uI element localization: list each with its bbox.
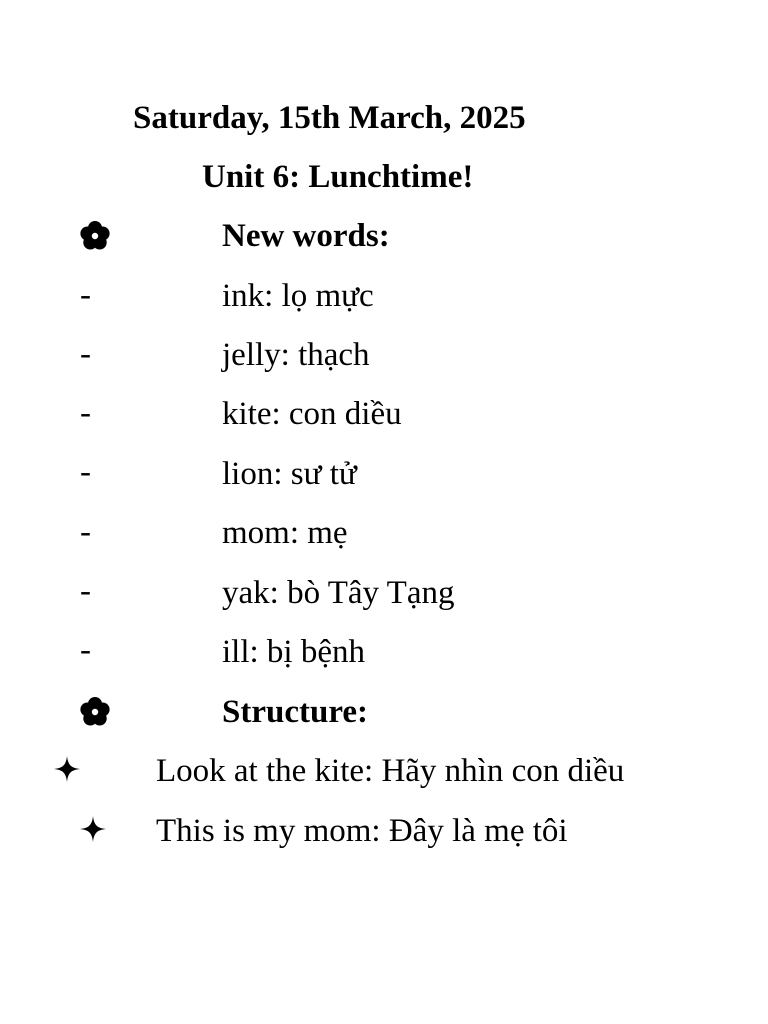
list-marker: - (80, 454, 91, 490)
structure-heading: Structure: (222, 694, 369, 730)
list-marker: - (80, 336, 91, 372)
flower-icon (78, 219, 112, 253)
four-point-star-icon (53, 755, 81, 783)
list-marker: - (80, 573, 91, 609)
list-marker: - (80, 514, 91, 550)
vocab-item: mom: mẹ (222, 515, 348, 551)
date-heading: Saturday, 15th March, 2025 (133, 100, 526, 136)
new-words-heading: New words: (222, 218, 390, 254)
vocab-item: yak: bò Tây Tạng (222, 575, 455, 611)
structure-sentence: This is my mom: Đây là mẹ tôi (156, 813, 568, 849)
vocab-item: lion: sư tử (222, 456, 357, 492)
list-marker: - (80, 277, 91, 313)
list-marker: - (80, 395, 91, 431)
vocab-item: kite: con diều (222, 396, 402, 432)
vocab-item: ink: lọ mực (222, 278, 374, 314)
list-marker: - (80, 632, 91, 668)
vocab-item: ill: bị bệnh (222, 634, 365, 670)
four-point-star-icon (79, 815, 107, 843)
vocab-item: jelly: thạch (222, 337, 370, 373)
unit-title: Unit 6: Lunchtime! (202, 159, 474, 195)
flower-icon (78, 695, 112, 729)
structure-sentence: Look at the kite: Hãy nhìn con diều (156, 753, 625, 789)
